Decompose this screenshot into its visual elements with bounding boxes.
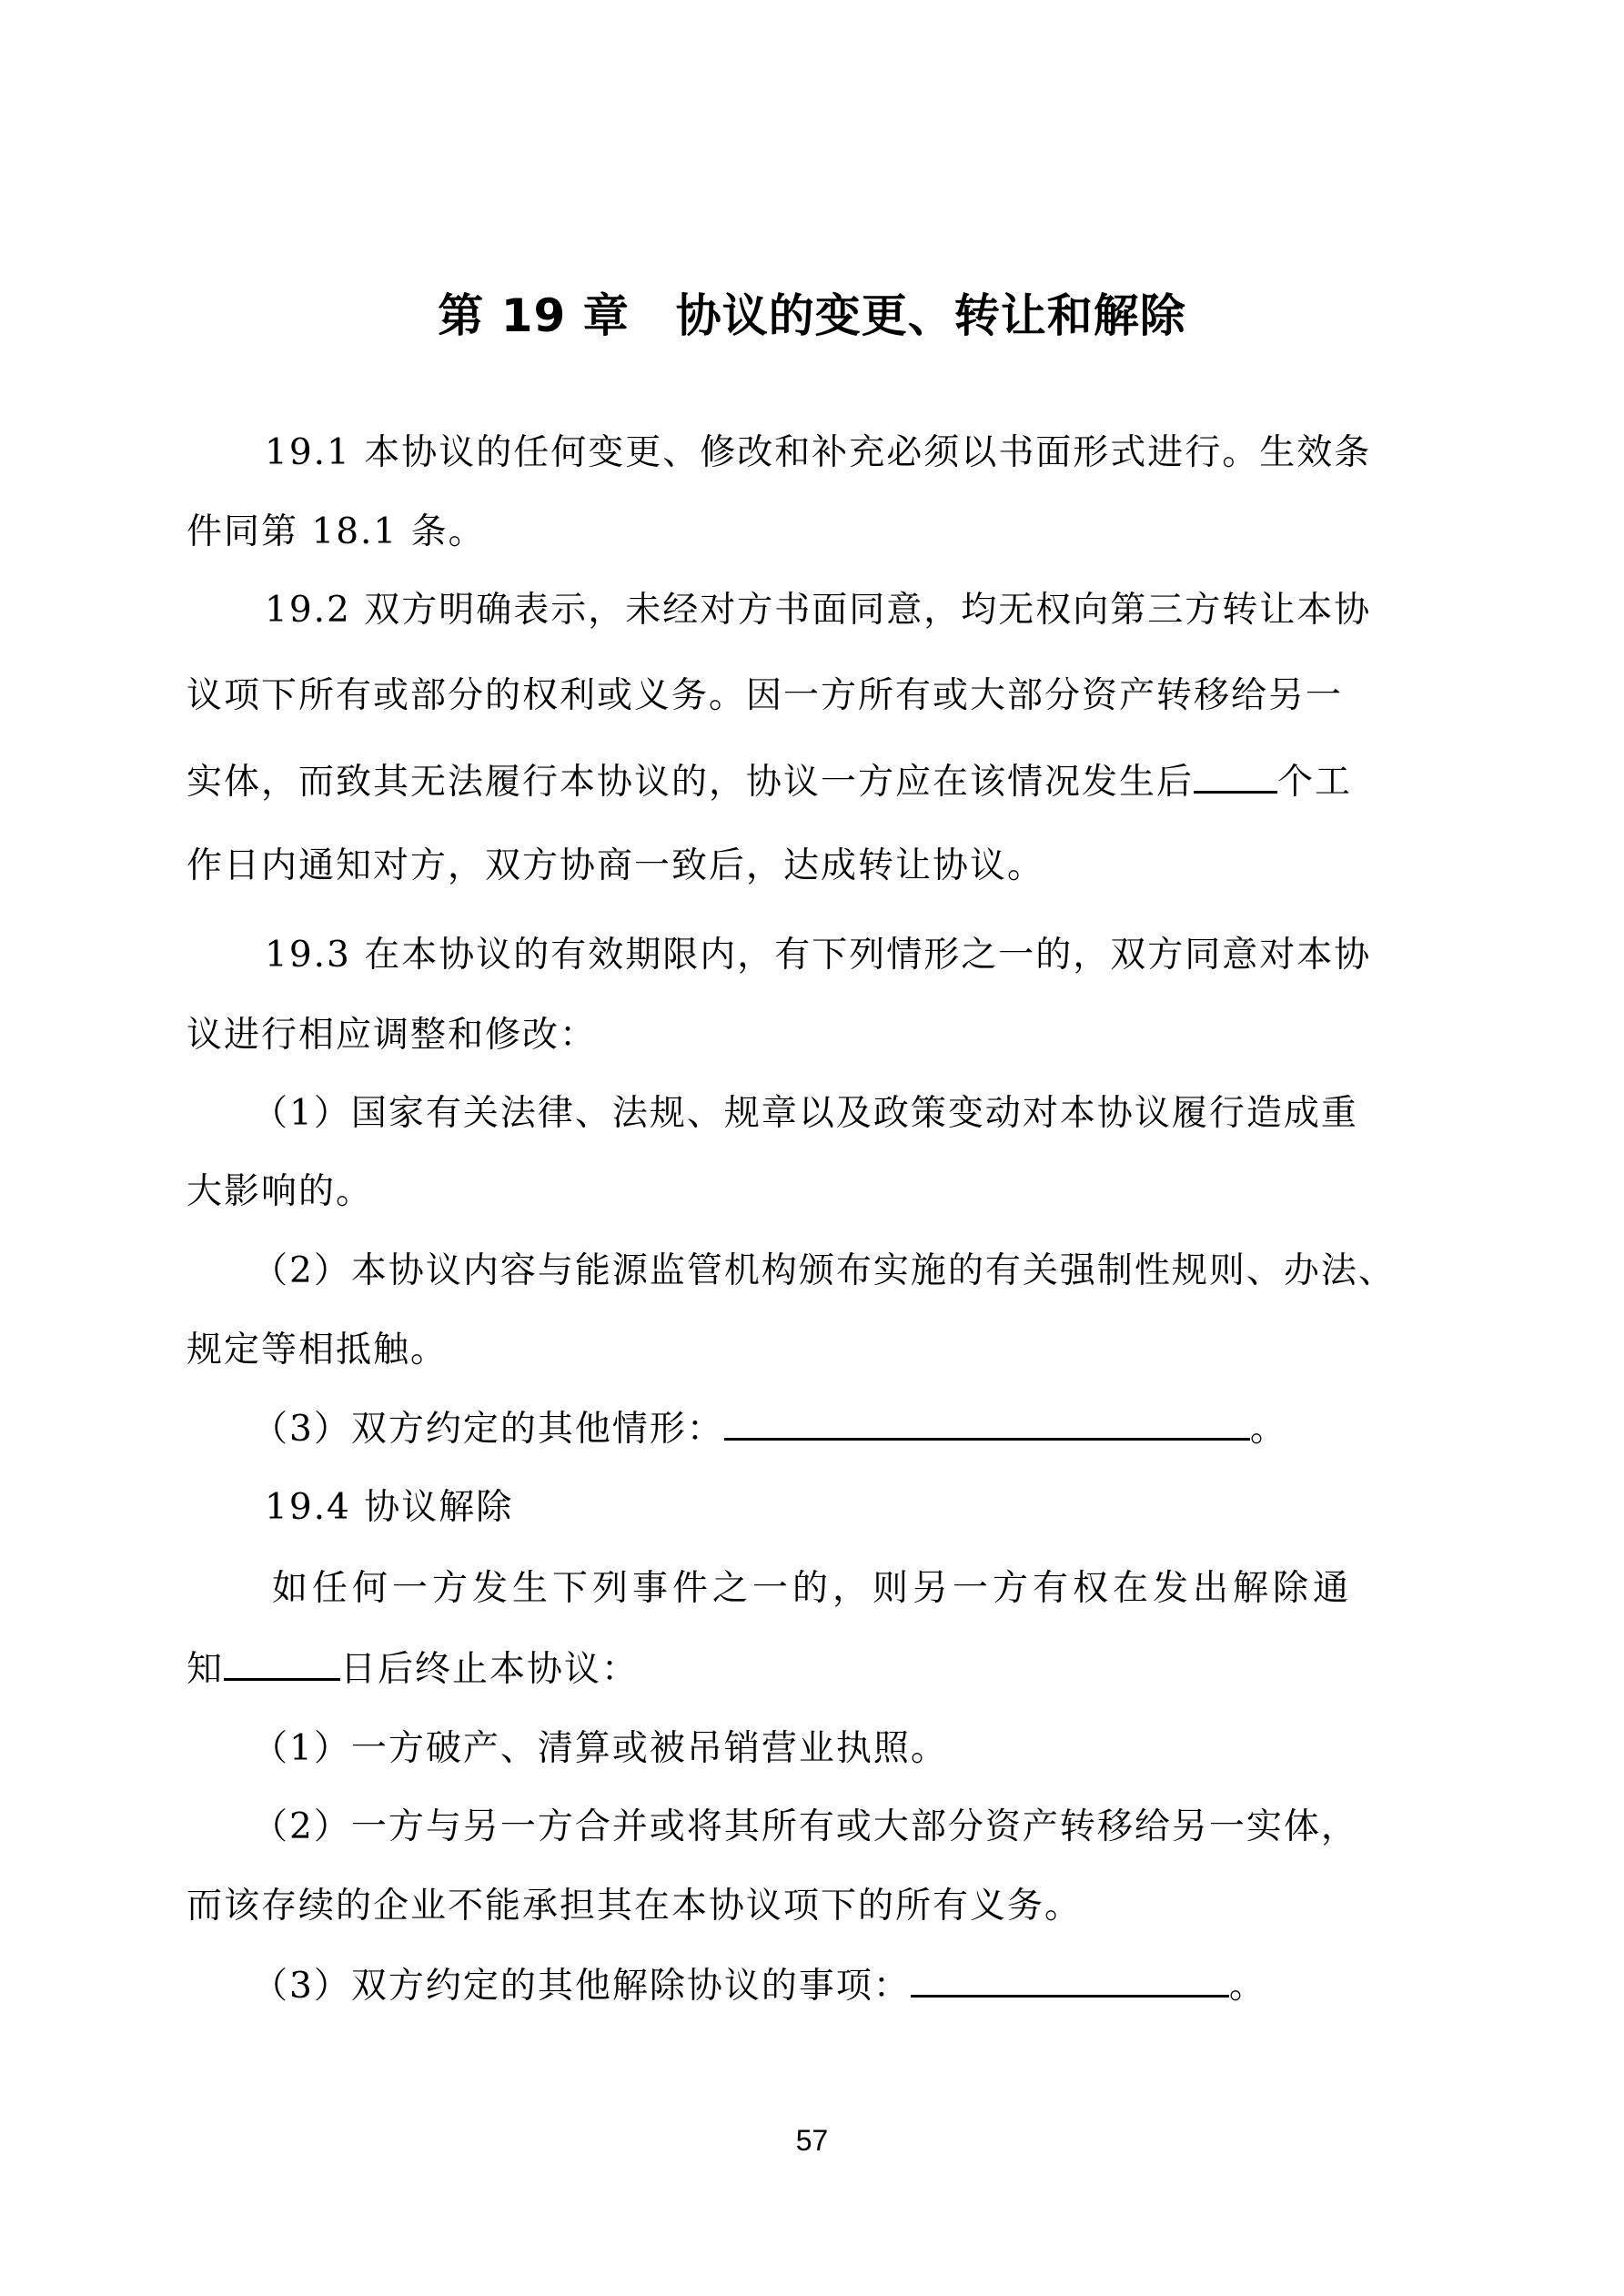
clause-19-3-item-2-line-1: （2）本协议内容与能源监管机构颁布实施的有关强制性规则、办法、 [252,1250,1396,1291]
clause-19-3-item-2-line-2: 规定等相抵触。 [187,1330,449,1371]
clause-19-4-intro-cont [187,1647,1456,1691]
clause-19-4-intro-line-2-head: 知 [187,1649,225,1690]
chapter-title: 第 19 章 协议的变更、转让和解除 [438,289,1186,342]
clause-19-1-line-1: 19.1 本协议的任何变更、修改和补充必须以书面形式进行。生效条 [265,432,1372,473]
clause-19-2-line-3 [187,760,1456,804]
notice-days-blank[interactable] [224,1647,340,1681]
clause-19-2-line-1: 19.2 双方明确表示，未经对方书面同意，均无权向第三方转让本协 [265,590,1372,631]
clause-19-4-item-3 [187,1964,1456,2008]
clause-19-4-intro-line-2-tail: 日后终止本协议： [340,1649,640,1690]
clause-19-2-line-3-tail: 个工 [1277,762,1353,803]
clause-19-3-line-1: 19.3 在本协议的有效期限内，有下列情形之一的，双方同意对本协 [265,935,1372,976]
clause-19-4-item-3-text: （3）双方约定的其他解除协议的事项： [252,1966,911,2007]
clause-19-3-cont [187,1014,1456,1057]
clause-19-3-item-3-tail: 。 [1249,1409,1287,1450]
clause-19-3-item-3-text: （3）双方约定的其他情形： [252,1409,724,1450]
clause-19-4 [187,1486,1456,1530]
clause-19-2-cont-2 [187,760,1456,804]
clause-19-1-cont [187,511,1456,554]
clause-19-4-item-1 [187,1727,1456,1771]
clause-19-4-item-3-tail: 。 [1228,1966,1266,2007]
clause-19-4-item-2 [187,1805,1456,1849]
clause-19-3 [187,934,1456,977]
clause-19-2-line-3-text: 实体，而致其无法履行本协议的，协议一方应在该情况发生后 [187,762,1195,803]
clause-19-3-item-1-line-2: 大影响的。 [187,1171,374,1212]
clause-19-3-item-3 [187,1407,1456,1451]
clause-19-4-item-2-line-1: （2）一方与另一方合并或将其所有或大部分资产转移给另一实体， [252,1806,1358,1847]
clause-19-4-item-3-line [187,1964,1456,2008]
clause-19-2-line-2: 议项下所有或部分的权利或义务。因一方所有或大部分资产转移给另一 [187,675,1344,716]
clause-19-4-intro-line-1: 如任何一方发生下列事件之一的，则另一方有权在发出解除通 [272,1568,1354,1609]
clause-19-4-item-2-line-2: 而该存续的企业不能承担其在本协议项下的所有义务。 [187,1886,1083,1927]
clause-19-4-item-1-line: （1）一方破产、清算或被吊销营业执照。 [252,1728,948,1769]
page-number: 57 [795,2124,829,2157]
clause-19-3-item-2-cont [187,1329,1456,1372]
clause-19-4-item-2-cont [187,1885,1456,1928]
clause-19-2-cont-1 [187,674,1456,718]
workday-blank[interactable] [1194,760,1277,794]
other-situations-blank[interactable] [724,1407,1250,1441]
other-termination-blank[interactable] [911,1964,1229,1998]
clause-19-1-line-2: 件同第 18.1 条。 [187,511,486,552]
clause-19-3-item-3-line [187,1407,1456,1451]
clause-19-3-item-1 [187,1092,1456,1136]
clause-19-4-intro-line-2 [187,1647,1456,1691]
clause-19-3-line-2: 议进行相应调整和修改： [187,1015,598,1056]
clause-19-4-heading: 19.4 协议解除 [265,1487,514,1528]
clause-19-2-cont-3 [187,845,1456,888]
clause-19-1 [187,431,1456,475]
clause-19-2-line-4: 作日内通知对方，双方协商一致后，达成转让协议。 [187,845,1045,886]
clause-19-2 [187,589,1456,632]
clause-19-3-item-1-cont [187,1170,1456,1214]
clause-19-3-item-1-line-1: （1）国家有关法律、法规、规章以及政策变动对本协议履行造成重 [252,1093,1358,1134]
clause-19-4-intro [187,1567,1456,1611]
clause-19-3-item-2 [187,1249,1456,1293]
